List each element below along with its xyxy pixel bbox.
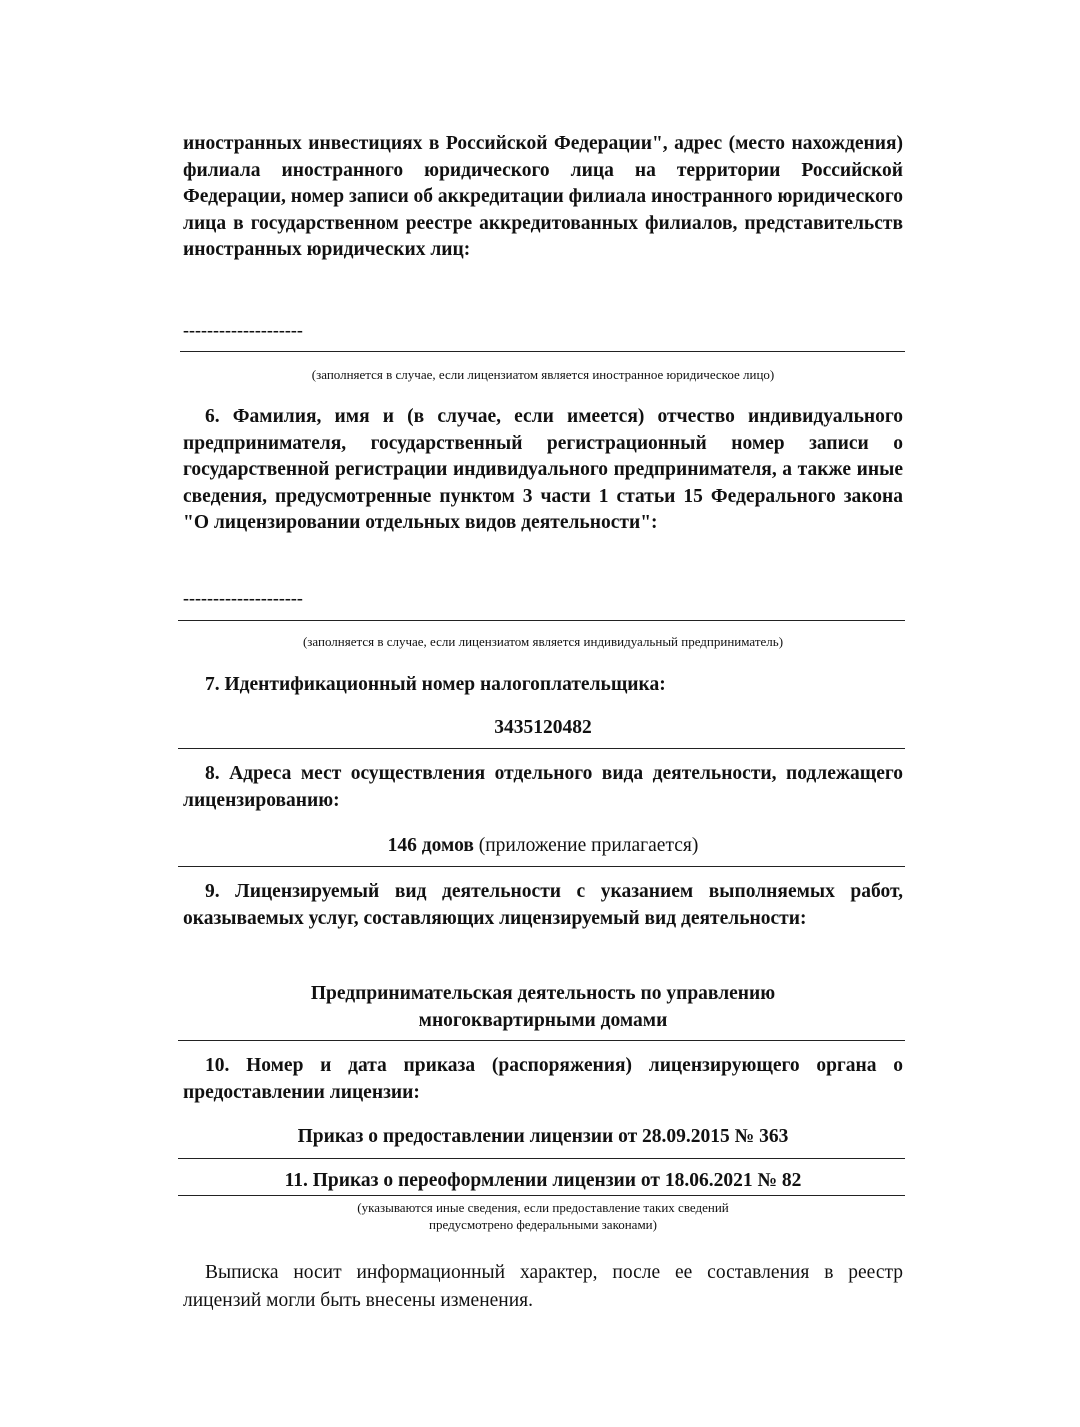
section-11-value: 11. Приказ о переоформлении лицензии от 18.06.2021 № 82 (284, 1170, 802, 1191)
footer-text: Выписка носит информационный характер, после ее составления в реестр лицензий могли быть внесены изменения. (183, 1262, 903, 1311)
section-8-value (183, 832, 903, 859)
section-11-note-line2: предусмотрено федеральными законами) (429, 1217, 657, 1232)
section-5-rule (180, 351, 905, 352)
section-6-value: -------------------- (183, 588, 303, 608)
section-7-heading: 7. Идентификационный номер налогоплательщика: (205, 674, 666, 695)
section-7-rule (178, 748, 905, 749)
section-8-value-normal: (приложение прилагается) (473, 835, 699, 856)
section-5-value: -------------------- (183, 320, 303, 340)
section-5-text: иностранных инвестициях в Российской Федерации", адрес (место нахождения) филиала иностранного юридического лица на территории Российской Федерации, номер записи об аккредитации филиала иностранного юридического лица в государственном реестре аккредитованных филиалов, представительств иностранных юридических лиц: (183, 133, 904, 260)
section-5-note: (заполняется в случае, если лицензиатом является иностранное юридическое лицо) (311, 367, 775, 382)
section-8-heading: 8. Адреса мест осуществления отдельного вида деятельности, подлежащего лицензированию: (183, 763, 903, 811)
section-6-text: 6. Фамилия, имя и (в случае, если имеется) отчество индивидуального предпринимателя, государственный регистрационный номер записи о государственной регистрации индивидуального предпринимателя, а также иные сведения, предусмотренные пунктом 3 части 1 статьи 15 Федерального закона "О лицензировании отдельных видов деятельности": (183, 406, 903, 533)
section-10-rule (178, 1158, 905, 1159)
section-6-note: (заполняется в случае, если лицензиатом является индивидуальный предприниматель) (302, 634, 784, 649)
section-10-heading: 10. Номер и дата приказа (распоряжения) лицензирующего органа о предоставлении лицензии: (183, 1055, 903, 1103)
section-9-value-line2: многоквартирными домами (418, 1010, 668, 1031)
section-6-rule (178, 620, 905, 621)
section-11-note-line1: (указываются иные сведения, если предоставление таких сведений (357, 1200, 729, 1215)
section-10-value: Приказ о предоставлении лицензии от 28.09.2015 № 363 (297, 1126, 789, 1147)
section-8-value-bold: 146 домов (387, 835, 474, 856)
section-11-rule (178, 1195, 905, 1196)
section-9-heading: 9. Лицензируемый вид деятельности с указанием выполняемых работ, оказываемых услуг, составляющих лицензируемый вид деятельности: (183, 881, 903, 929)
section-9-rule (178, 1040, 905, 1041)
section-9-value-line1: Предпринимательская деятельность по управлению (310, 983, 776, 1004)
section-8-rule (178, 866, 905, 867)
section-7-value: 3435120482 (494, 717, 592, 738)
